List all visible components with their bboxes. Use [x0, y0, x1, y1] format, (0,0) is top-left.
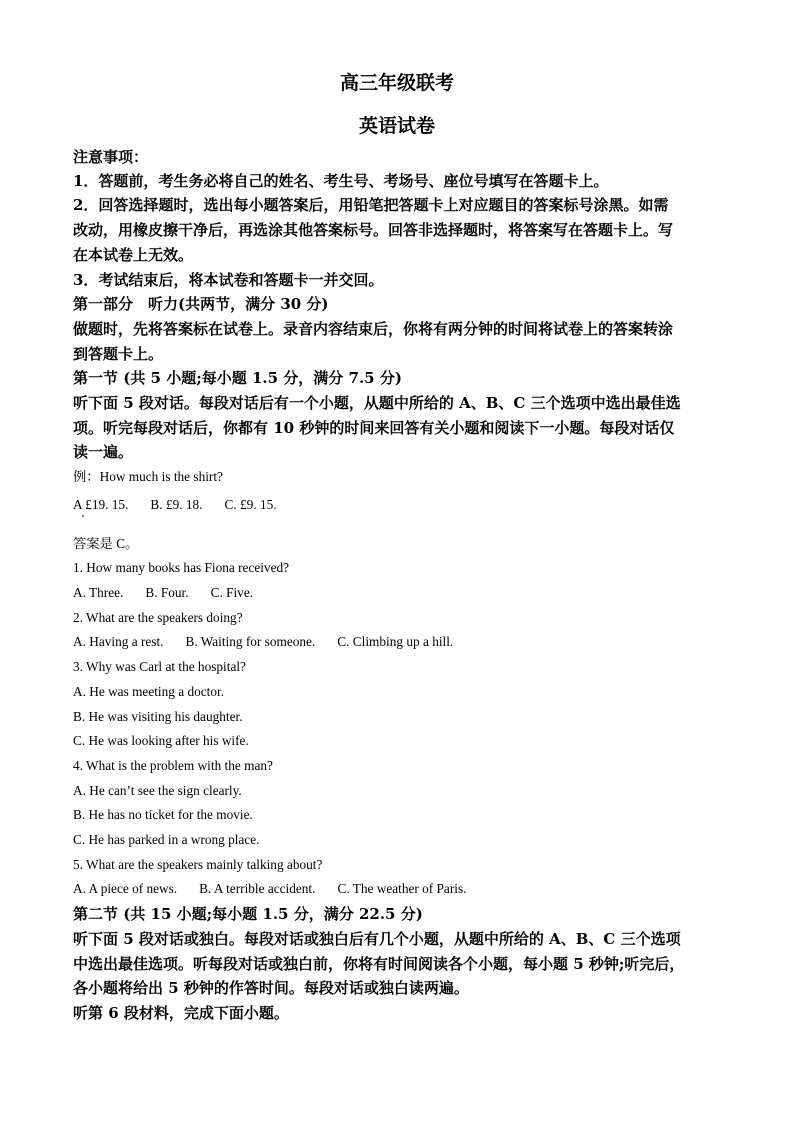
notice-item-2-line-3: 在本试卷上无效。	[73, 246, 194, 264]
exam-title: 高三年级联考	[339, 72, 454, 94]
question-2-options	[73, 634, 453, 650]
question-1-option-b: B. Four.	[145, 585, 189, 600]
stray-dot	[82, 515, 84, 517]
notice-item-2-line-2: 改动，用橡皮擦干净后，再选涂其他答案标号。回答非选择题时，将答案写在答题卡上。写	[73, 221, 674, 239]
section1-heading: 第一节 (共 5 小题;每小题 1.5 分，满分 7.5 分)	[73, 369, 402, 387]
notice-item-1: 1．答题前，考生务必将自己的姓名、考生号、考场号、座位号填写在答题卡上。	[73, 172, 609, 190]
question-2-option-b: B. Waiting for someone.	[185, 634, 316, 649]
question-5-options	[73, 881, 466, 897]
section2-intro-line-3: 各小题将给出 5 秒钟的作答时间。每段对话或独白读两遍。	[73, 979, 469, 997]
question-3-option-b: B. He was visiting his daughter.	[73, 709, 243, 724]
exam-subtitle: 英语试卷	[358, 115, 435, 137]
example-answer: 答案是 C。	[73, 536, 139, 551]
example-option-c: C. £9. 15.	[224, 497, 277, 512]
question-4-option-a: A. He can’t see the sign clearly.	[73, 783, 242, 798]
question-1-option-a: A. Three.	[73, 585, 124, 600]
notice-heading: 注意事项：	[73, 148, 149, 166]
question-4-option-c: C. He has parked in a wrong place.	[73, 832, 260, 847]
question-4-option-b: B. He has no ticket for the movie.	[73, 807, 253, 822]
section1-intro-line-1: 听下面 5 段对话。每段对话后有一个小题，从题中所给的 A、B、C 三个选项中选出最佳选	[73, 394, 681, 412]
part1-intro-line-2: 到答题卡上。	[73, 345, 164, 363]
section2-material-6: 听第 6 段材料，完成下面小题。	[73, 1004, 289, 1022]
question-5-option-a: A. A piece of news.	[73, 881, 178, 896]
section1-intro-line-2: 项。听完每段对话后，你都有 10 秒钟的时间来回答有关小题和阅读下一小题。每段对话仅	[73, 419, 675, 437]
example-question: 例：How much is the shirt?	[73, 469, 223, 484]
example-option-b: B. £9. 18.	[150, 497, 203, 512]
question-2: 2. What are the speakers doing?	[73, 610, 243, 625]
section2-heading: 第二节 (共 15 小题;每小题 1.5 分，满分 22.5 分)	[73, 905, 423, 923]
question-4: 4. What is the problem with the man?	[73, 758, 273, 773]
question-5: 5. What are the speakers mainly talking about?	[73, 857, 323, 872]
question-2-option-a: A. Having a rest.	[73, 634, 164, 649]
question-1: 1. How many books has Fiona received?	[73, 560, 290, 575]
question-5-option-b: B. A terrible accident.	[199, 881, 316, 896]
question-1-options	[73, 585, 253, 601]
question-1-option-c: C. Five.	[210, 585, 254, 600]
question-3: 3. Why was Carl at the hospital?	[73, 659, 246, 674]
question-3-option-c: C. He was looking after his wife.	[73, 733, 249, 748]
question-5-option-c: C. The weather of Paris.	[337, 881, 467, 896]
section2-intro-line-1: 听下面 5 段对话或独白。每段对话或独白后有几个小题，从题中所给的 A、B、C 三个选项	[73, 930, 681, 948]
section1-intro-line-3: 读一遍。	[73, 443, 134, 461]
question-3-option-a: A. He was meeting a doctor.	[73, 684, 225, 699]
example-option-a: A £19. 15.	[73, 497, 129, 512]
section2-intro-line-2: 中选出最佳选项。听每段对话或独白前，你将有时间阅读各个小题，每小题 5 秒钟;听完后，	[73, 955, 685, 973]
part1-intro-line-1: 做题时，先将答案标在试卷上。录音内容结束后，你将有两分钟的时间将试卷上的答案转涂	[73, 320, 674, 338]
example-options	[73, 497, 277, 513]
part1-heading: 第一部分 听力(共两节，满分 30 分)	[73, 295, 329, 313]
notice-item-2-line-1: 2．回答选择题时，选出每小题答案后，用铅笔把答题卡上对应题目的答案标号涂黑。如需	[73, 196, 669, 214]
question-2-option-c: C. Climbing up a hill.	[337, 634, 454, 649]
notice-item-3: 3．考试结束后，将本试卷和答题卡一并交回。	[73, 271, 384, 289]
